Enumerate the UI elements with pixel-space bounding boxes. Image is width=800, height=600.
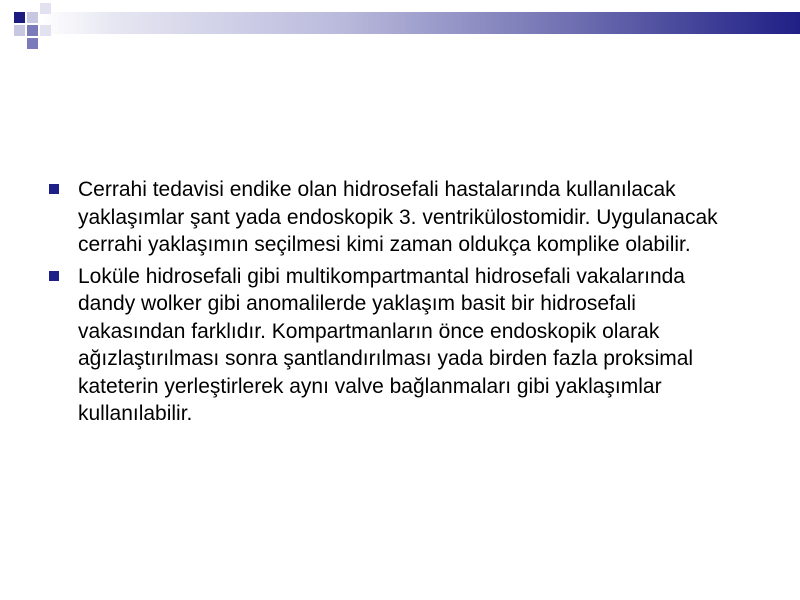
bullet-list	[44, 176, 744, 432]
header-gradient-band	[40, 12, 800, 34]
bullet-item	[44, 176, 744, 259]
square-bullet-icon	[49, 184, 59, 194]
corner-square-decoration	[14, 12, 25, 23]
bullet-item	[44, 263, 744, 428]
corner-square-decoration	[40, 3, 51, 14]
bullet-text: Loküle hidrosefali gibi multikompartmantal hidrosefali vakalarında dandy wolker gibi anomalilerde yaklaşım basit bir hidrosefali vakasından farklıdır. Kompartmanların önce endoskopik olarak ağızlaştırılması sonra şantlandırılması yada birden fazla proksimal kateterin yerleştirlerek aynı valve bağlanmaları gibi yaklaşımlar kullanılabilir.	[78, 264, 694, 425]
corner-square-decoration	[27, 12, 38, 23]
bullet-text: Cerrahi tedavisi endike olan hidrosefali hastalarında kullanılacak yaklaşımlar şant yada endoskopik 3. ventrikülostomidir. Uygulanacak cerrahi yaklaşımın seçilmesi kimi zaman oldukça komplike olabilir.	[78, 178, 718, 256]
corner-square-decoration	[14, 25, 25, 36]
corner-square-decoration	[40, 25, 51, 36]
square-bullet-icon	[49, 271, 59, 281]
corner-square-decoration	[27, 38, 38, 49]
corner-square-decoration	[27, 25, 38, 36]
